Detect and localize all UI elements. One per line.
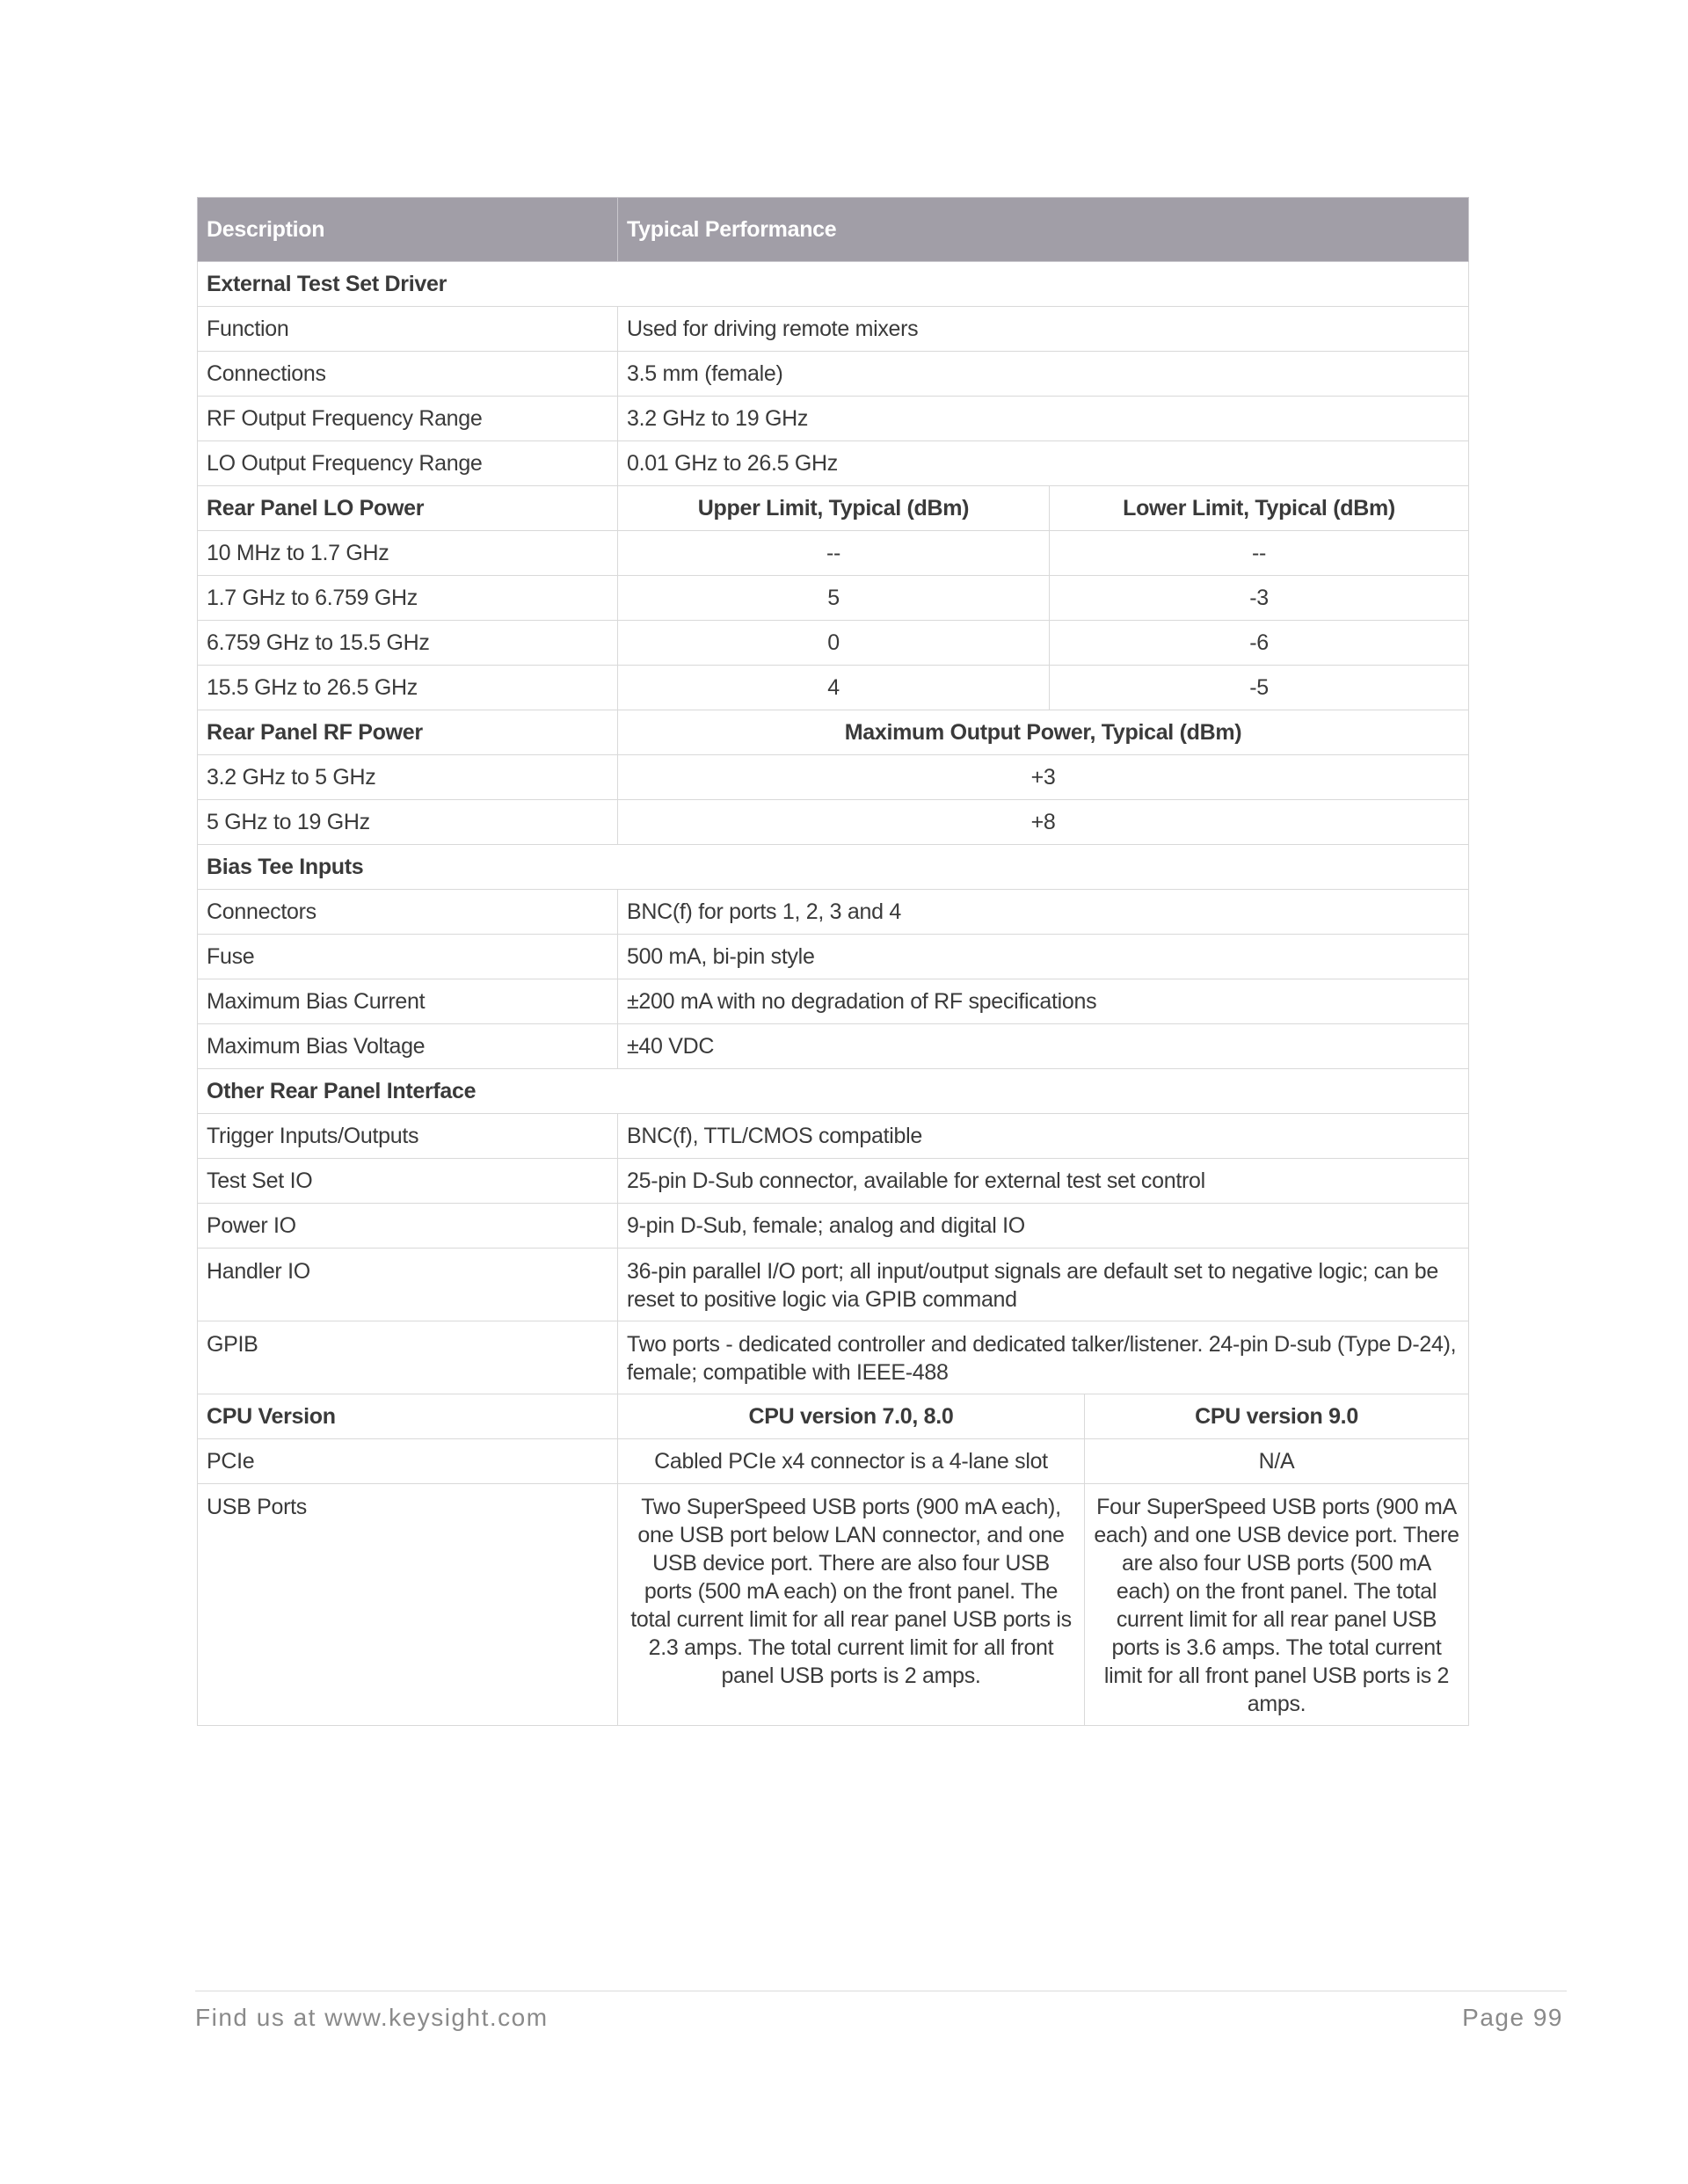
section-title-other: Other Rear Panel Interface	[198, 1069, 1469, 1114]
table-row	[198, 352, 1469, 397]
row-label: Maximum Bias Current	[198, 979, 618, 1024]
section-title-rf-power: Rear Panel RF Power	[198, 710, 618, 755]
table-row	[198, 1114, 1469, 1159]
table-row	[198, 755, 1469, 800]
lower-limit-value: --	[1050, 531, 1469, 576]
row-label: GPIB	[198, 1321, 618, 1394]
upper-limit-value: 5	[618, 576, 1050, 621]
table-row	[198, 576, 1469, 621]
table-row	[198, 621, 1469, 666]
row-value: 9-pin D-Sub, female; analog and digital IO	[618, 1204, 1469, 1249]
cpu-v2-value: Four SuperSpeed USB ports (900 mA each) and one USB device port. There are also four USB ports (500 mA each) on the front panel. The total current limit for all rear panel USB ports is 3.6 amps. The total current limit for all front panel USB ports is 2 amps.	[1085, 1484, 1469, 1726]
row-value: BNC(f), TTL/CMOS compatible	[618, 1114, 1469, 1159]
row-label: Test Set IO	[198, 1159, 618, 1204]
row-label: Connectors	[198, 890, 618, 935]
row-label: 6.759 GHz to 15.5 GHz	[198, 621, 618, 666]
row-value: Used for driving remote mixers	[618, 307, 1469, 352]
section-row	[198, 486, 1469, 531]
upper-limit-value: 4	[618, 666, 1050, 710]
section-row	[198, 845, 1469, 890]
table-row	[198, 1321, 1469, 1394]
lower-limit-value: -3	[1050, 576, 1469, 621]
section-row	[198, 710, 1469, 755]
row-label: USB Ports	[198, 1484, 618, 1726]
row-label: Trigger Inputs/Outputs	[198, 1114, 618, 1159]
row-label: 15.5 GHz to 26.5 GHz	[198, 666, 618, 710]
row-value: BNC(f) for ports 1, 2, 3 and 4	[618, 890, 1469, 935]
table-row	[198, 1249, 1469, 1321]
max-output-power-header: Maximum Output Power, Typical (dBm)	[618, 710, 1469, 755]
header-typical-performance: Typical Performance	[618, 198, 1469, 262]
row-label: RF Output Frequency Range	[198, 397, 618, 441]
table-row	[198, 397, 1469, 441]
header-description: Description	[198, 198, 618, 262]
row-label: PCIe	[198, 1439, 618, 1484]
section-title-bias: Bias Tee Inputs	[198, 845, 1469, 890]
cpu-v1-header: CPU version 7.0, 8.0	[618, 1394, 1085, 1439]
table-row	[198, 890, 1469, 935]
row-label: LO Output Frequency Range	[198, 441, 618, 486]
section-title-external: External Test Set Driver	[198, 262, 1469, 307]
cpu-v2-value: N/A	[1085, 1439, 1469, 1484]
row-label: Handler IO	[198, 1249, 618, 1321]
row-value: Two ports - dedicated controller and dedicated talker/listener. 24-pin D-sub (Type D-24), female; compatible with IEEE-488	[618, 1321, 1469, 1394]
row-value: ±200 mA with no degradation of RF specifications	[618, 979, 1469, 1024]
row-label: 5 GHz to 19 GHz	[198, 800, 618, 845]
section-title-lo-power: Rear Panel LO Power	[198, 486, 618, 531]
cpu-v1-value: Cabled PCIe x4 connector is a 4-lane slot	[618, 1439, 1085, 1484]
row-value: 0.01 GHz to 26.5 GHz	[618, 441, 1469, 486]
row-label: 10 MHz to 1.7 GHz	[198, 531, 618, 576]
row-label: 3.2 GHz to 5 GHz	[198, 755, 618, 800]
row-label: Connections	[198, 352, 618, 397]
table-row	[198, 1484, 1469, 1726]
max-output-power-value: +3	[618, 755, 1469, 800]
footer-website: Find us at www.keysight.com	[195, 2004, 549, 2031]
row-value: 3.2 GHz to 19 GHz	[618, 397, 1469, 441]
section-row	[198, 262, 1469, 307]
upper-limit-value: --	[618, 531, 1050, 576]
row-value: ±40 VDC	[618, 1024, 1469, 1069]
section-title-cpu: CPU Version	[198, 1394, 618, 1439]
table-row	[198, 1439, 1469, 1484]
row-value: 3.5 mm (female)	[618, 352, 1469, 397]
row-value: 36-pin parallel I/O port; all input/output signals are default set to negative logic; can be reset to positive logic via GPIB command	[618, 1249, 1469, 1321]
table-row	[198, 1024, 1469, 1069]
table-row	[198, 800, 1469, 845]
upper-limit-value: 0	[618, 621, 1050, 666]
row-label: Maximum Bias Voltage	[198, 1024, 618, 1069]
table-row	[198, 307, 1469, 352]
lower-limit-header: Lower Limit, Typical (dBm)	[1050, 486, 1469, 531]
table-row	[198, 935, 1469, 979]
max-output-power-value: +8	[618, 800, 1469, 845]
lower-limit-value: -6	[1050, 621, 1469, 666]
row-value: 500 mA, bi-pin style	[618, 935, 1469, 979]
row-label: 1.7 GHz to 6.759 GHz	[198, 576, 618, 621]
lower-limit-value: -5	[1050, 666, 1469, 710]
table-row	[198, 441, 1469, 486]
table-row	[198, 1204, 1469, 1249]
cpu-v2-header: CPU version 9.0	[1085, 1394, 1469, 1439]
spec-table	[197, 197, 1469, 1726]
row-label: Fuse	[198, 935, 618, 979]
table-row	[198, 1159, 1469, 1204]
table-row	[198, 666, 1469, 710]
section-row	[198, 1394, 1469, 1439]
upper-limit-header: Upper Limit, Typical (dBm)	[618, 486, 1050, 531]
row-value: 25-pin D-Sub connector, available for external test set control	[618, 1159, 1469, 1204]
table-header-row	[198, 198, 1469, 262]
row-label: Power IO	[198, 1204, 618, 1249]
cpu-v1-value: Two SuperSpeed USB ports (900 mA each), one USB port below LAN connector, and one USB device port. There are also four USB ports (500 mA each) on the front panel. The total current limit for all rear panel USB ports is 2.3 amps. The total current limit for all front panel USB ports is 2 amps.	[618, 1484, 1085, 1726]
page-number: Page 99	[1462, 2004, 1563, 2031]
section-row	[198, 1069, 1469, 1114]
row-label: Function	[198, 307, 618, 352]
table-row	[198, 531, 1469, 576]
table-row	[198, 979, 1469, 1024]
